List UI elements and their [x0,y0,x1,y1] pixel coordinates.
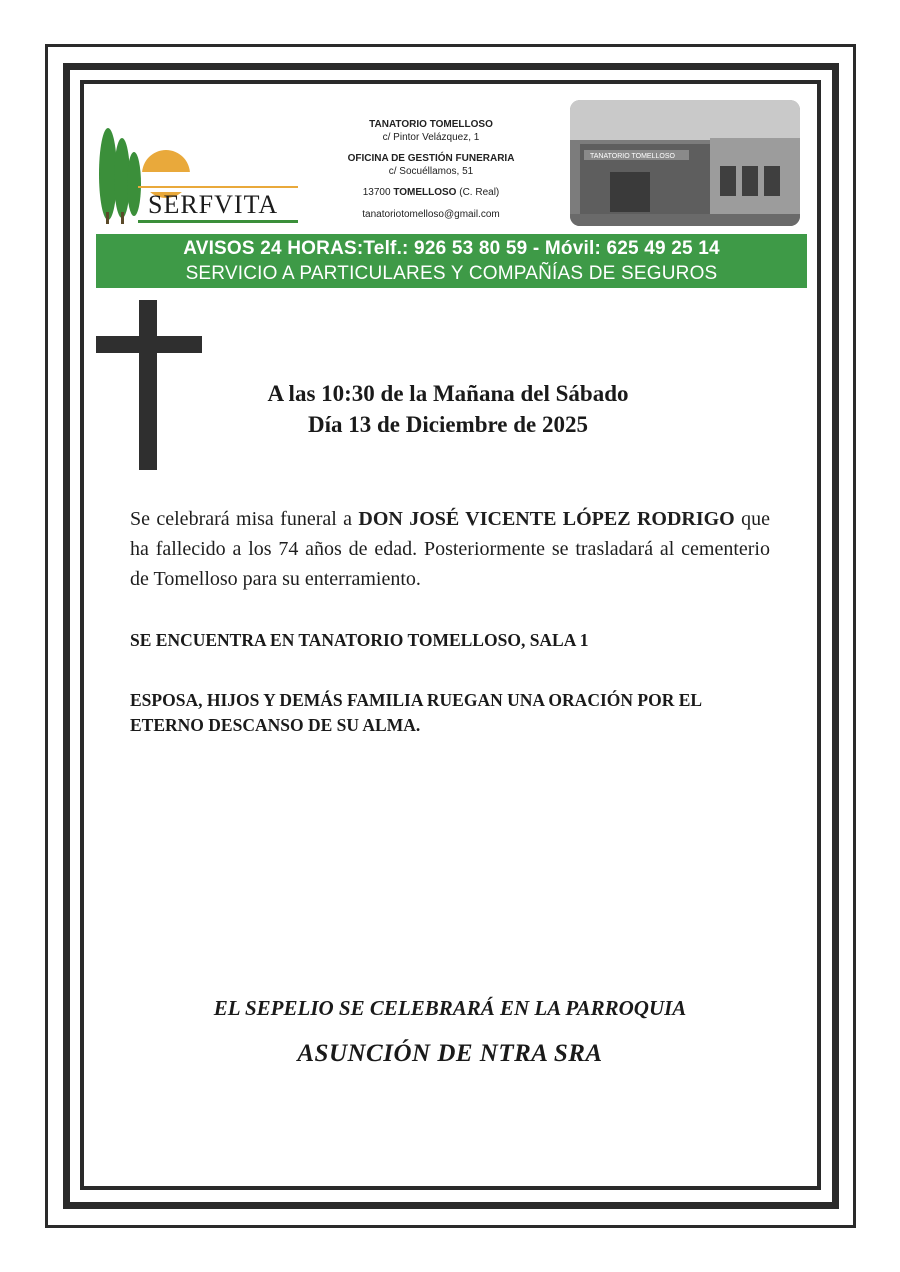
burial-notice: EL SEPELIO SE CELEBRARÁ EN LA PARROQUIA [213,996,687,1020]
cross-arm [96,336,202,353]
deceased-name: DON JOSÉ VICENTE LÓPEZ RODRIGO [358,508,735,530]
contact-block [320,118,542,220]
office-name: OFICINA DE GESTIÓN FUNERARIA [347,153,515,164]
location-notice: SE ENCUENTRA EN TANATORIO TOMELLOSO, SALA 1 [130,630,589,650]
body-prefix: Se celebrará misa funeral a [130,508,359,530]
parish-name: ASUNCIÓN DE NTRA SRA [297,1040,603,1067]
contact-banner [96,234,807,288]
serfvita-logo [96,112,306,227]
funeral-announcement [130,504,770,594]
city-name: TOMELLOSO [393,187,457,198]
banner-phones: AVISOS 24 HORAS:Telf.: 926 53 80 59 - Móvil: 625 49 25 14 [183,238,720,259]
tanatorio-address: c/ Pintor Velázquez, 1 [382,132,480,143]
logo-wordmark: SERFVITA [148,190,279,219]
building-photo [570,100,800,226]
time-line: A las 10:30 de la Mañana del Sábado [267,381,629,406]
prayer-request: ESPOSA, HIJOS Y DEMÁS FAMILIA RUEGAN UNA ORACIÓN POR EL ETERNO DESCANSO DE SU ALMA. [130,690,702,735]
date-line: Día 13 de Diciembre de 2025 [307,412,588,437]
office-address: c/ Socuéllamos, 51 [388,166,474,177]
city-line [320,186,542,199]
email: tanatoriotomelloso@gmail.com [362,209,500,220]
banner-services: SERVICIO A PARTICULARES Y COMPAÑÍAS DE SEGUROS [185,263,718,284]
logo-underline [138,220,298,223]
logo-divider [138,186,298,188]
cross-icon [139,300,157,470]
photo-sign-text: TANATORIO TOMELLOSO [590,153,675,160]
postal-code: 13700 [362,187,391,198]
body-suffix: que ha fallecido a los 74 años de edad. Posteriormente se trasladará al cementerio de Tomelloso para su enterramiento. [130,508,770,590]
service-date [200,378,696,440]
building-image [570,100,800,226]
province: (C. Real) [459,187,500,198]
tanatorio-name: TANATORIO TOMELLOSO [369,119,493,130]
